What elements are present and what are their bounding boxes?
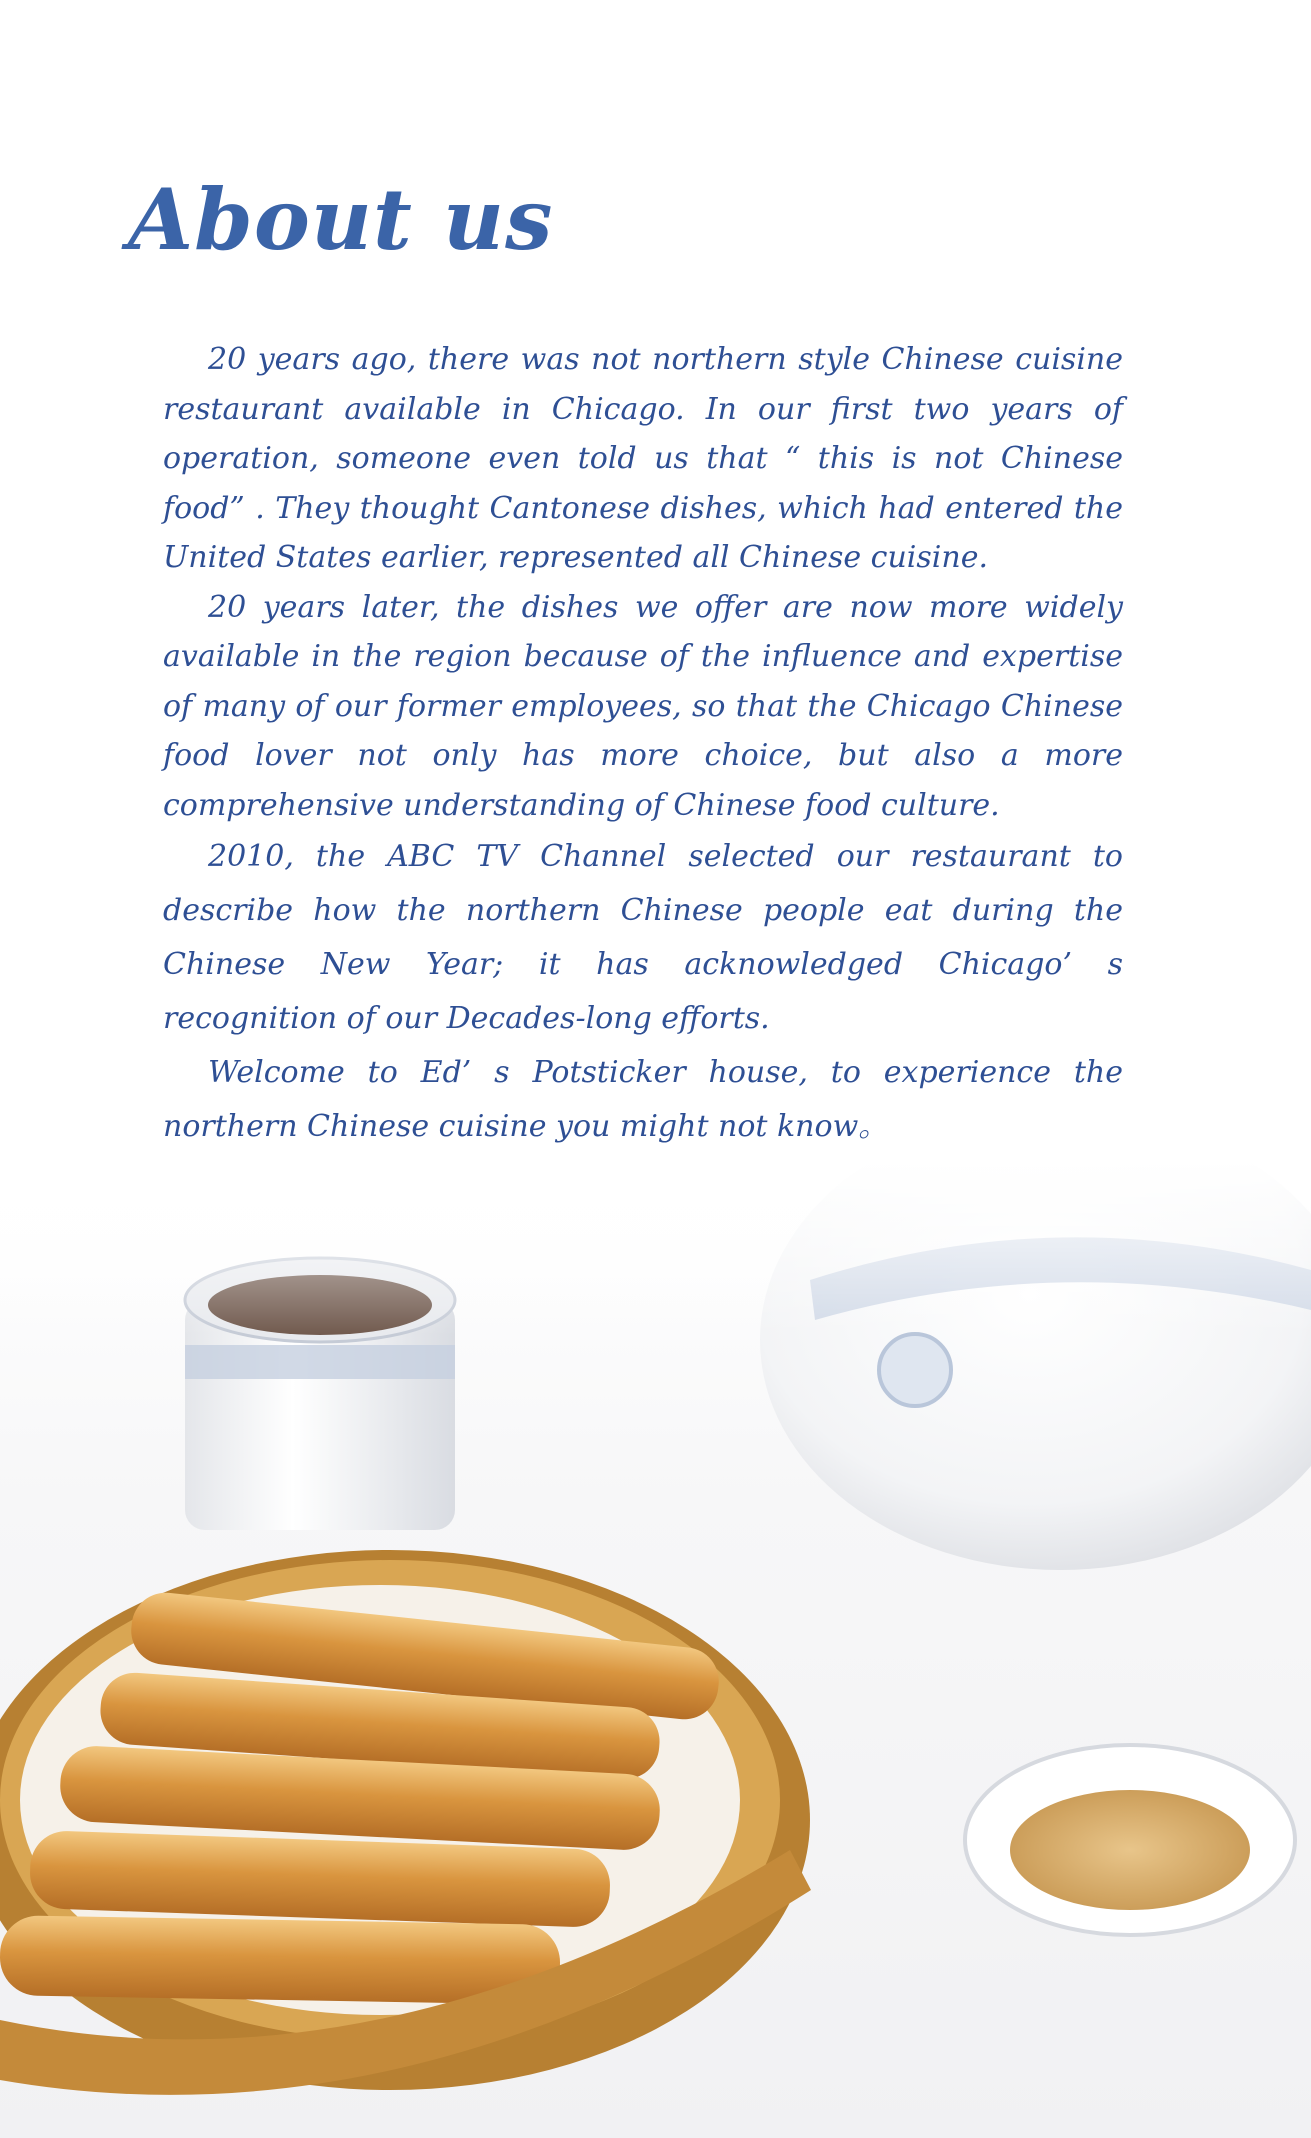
food-photo xyxy=(0,1160,1311,2138)
paragraph-abc-tv: 2010, the ABC TV Channel selected our restaurant to describe how the northern Chinese people eat during the Chinese New Year; it has acknowledged Chicago’ s recognition of our Decades-long efforts. xyxy=(163,839,1123,1036)
paragraph-today: 20 years later, the dishes we offer are now more widely available in the region because of the influence and expertise of many of our former employees, so that the Chicago Chinese food lover not only has more choice, but also a more comprehensive understanding of Chinese food culture. xyxy=(163,589,1123,823)
page-title: About us xyxy=(128,170,554,269)
paragraph-history: 20 years ago, there was not northern style Chinese cuisine restaurant available in Chicago. In our first two years of operation, someone even told us that “ this is not Chinese food” . They thought Cantonese dishes, which had entered the United States earlier, represented all Chinese cuisine. xyxy=(163,342,1123,575)
paragraph-welcome: Welcome to Ed’ s Potsticker house, to experience the northern Chinese cuisine you might not know。 xyxy=(163,1055,1123,1144)
about-text xyxy=(163,335,1123,1154)
